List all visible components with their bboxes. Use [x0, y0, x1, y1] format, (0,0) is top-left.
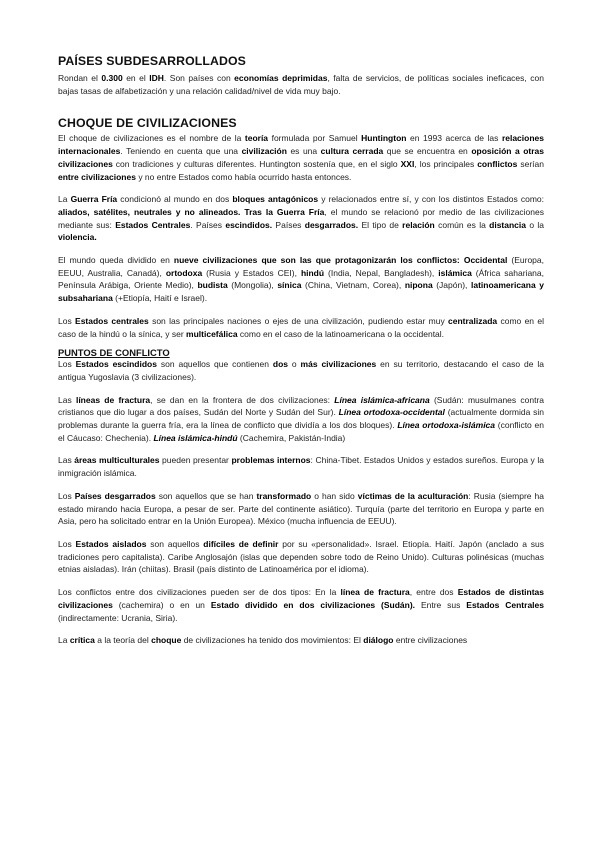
emphasis-text: conflictos — [477, 158, 518, 169]
emphasis-text: bloques antagónicos — [232, 194, 319, 205]
text-run: (África sahariana, Península Arábiga, Oriente Medio), — [58, 267, 545, 291]
emphasis-text: Estados de distintas civilizaciones — [58, 587, 544, 610]
text-run: (Cachemira, Pakistán-India) — [237, 432, 346, 443]
emphasis-text: distancia — [489, 219, 527, 230]
text-run: y no entre Estados como había ocurrido hasta entonces. — [135, 171, 352, 182]
emphasis-text: centralizada — [448, 315, 498, 326]
section-paises-subdesarrollados — [58, 54, 544, 97]
emphasis-text: entre civilizaciones — [58, 171, 136, 182]
text-run: de civilizaciones ha tenido dos movimientos: El — [181, 635, 364, 646]
text-run: (Japón), — [432, 280, 471, 291]
emphasis-text: violencia. — [58, 232, 97, 243]
paragraph — [58, 315, 544, 340]
text-run: (cachemira) o en un — [112, 599, 211, 610]
emphasis-text: Estado dividido en dos civilizaciones (Sudán). — [210, 599, 416, 610]
paragraph — [58, 72, 544, 97]
emphasis-text: Estados escindidos — [75, 359, 157, 370]
emphasis-text: línea de fractura — [340, 587, 410, 598]
text-run: El tipo de — [358, 219, 403, 230]
emphasis-text: difíciles de definir — [203, 538, 279, 549]
emphasis-text: 0.300 — [101, 73, 123, 83]
emphasis-text: Estados aislados — [75, 538, 147, 549]
emphasis-text: líneas de fractura — [75, 394, 151, 405]
emphasis-text: más civilizaciones — [300, 359, 377, 370]
section-choque-civilizaciones — [58, 116, 544, 340]
text-run: . Teniendo en cuenta que una — [120, 146, 242, 157]
text-run: (conflicto en el Cáucaso: Chechenia). — [58, 420, 544, 443]
paragraph — [58, 490, 544, 528]
emphasis-text: escindidos. — [225, 219, 273, 230]
emphasis-text: cultura cerrada — [320, 146, 384, 157]
paragraph — [58, 538, 544, 576]
text-run: Las — [58, 455, 75, 466]
emphasis-text: aliados, satélites, neutrales y no alineados. Tras la Guerra Fría — [58, 206, 325, 217]
emphasis-text: Línea ortodoxa-occidental — [338, 407, 445, 418]
text-run: son aquellos que se han — [155, 490, 257, 501]
subsection-heading: PUNTOS DE CONFLICTO — [58, 347, 170, 359]
paragraph — [58, 193, 544, 244]
text-run: (Europa, EEUU, Australia, Canadá), — [58, 255, 544, 278]
document-page — [58, 54, 544, 647]
text-run: o — [288, 359, 301, 370]
text-run: . Son países con — [163, 73, 235, 83]
text-run: Los — [58, 538, 76, 549]
emphasis-text: multicefálica — [186, 328, 238, 339]
emphasis-text: Línea ortodoxa-islámica — [397, 420, 496, 431]
text-run: común es la — [434, 219, 490, 230]
text-run: como en el caso de la latinoamericana o la occidental. — [237, 328, 445, 339]
emphasis-text: economías deprimidas — [234, 73, 328, 83]
text-run: El mundo queda dividido en — [58, 255, 174, 266]
text-run: serían — [517, 158, 544, 169]
emphasis-text: diálogo — [363, 635, 394, 646]
text-run: (China, Vietnam, Corea), — [301, 280, 405, 291]
paragraph — [58, 394, 544, 445]
text-run: : China-Tibet. Estados Unidos y estados sureños. Europa y la inmigración islámica. — [58, 455, 544, 479]
text-run: , los principales — [414, 158, 478, 169]
text-run: (Mongolia), — [227, 280, 278, 291]
emphasis-text: Estados centrales — [75, 315, 149, 326]
text-run: o han sido — [311, 490, 358, 501]
emphasis-text: Guerra Fría — [70, 194, 118, 205]
emphasis-text: relaciones internacionales — [58, 133, 544, 157]
emphasis-text: Estados Centrales — [466, 599, 544, 610]
paragraph — [58, 254, 544, 305]
text-run: . Países — [190, 219, 226, 230]
text-run: por su «personalidad». Israel. Etiopía. Haití. Japón (anclado a sus tradiciones pero capitalista). Caribe Anglosajón (islas que dependen sobre todo de Reino Unido). Culturas polinésicas (muchas etnias aisladas). Irán (chiitas). Brasil (país distinto de Latinoamérica por el idioma). — [58, 538, 544, 575]
text-run: Las — [58, 394, 76, 405]
text-run: Los conflictos entre dos civilizaciones pueden ser de dos tipos: En la — [58, 587, 341, 598]
text-run: El choque de civilizaciones es el nombre de la — [58, 133, 245, 144]
text-run: son aquellos — [146, 538, 204, 549]
section-heading: CHOQUE DE CIVILIZACIONES — [58, 116, 237, 131]
text-run: condicionó al mundo en dos — [117, 194, 233, 205]
paragraph — [58, 634, 544, 647]
paragraph — [58, 358, 544, 383]
section-puntos-conflicto — [58, 347, 544, 647]
text-run: Los — [58, 359, 76, 370]
text-run: , se dan en la frontera de dos civilizaciones: — [150, 394, 335, 405]
emphasis-text: problemas internos — [231, 455, 311, 466]
text-run: a la teoría del — [94, 635, 152, 646]
paragraph — [58, 586, 544, 624]
text-run: y relacionados entre sí, y con los distintos Estados como: — [318, 194, 544, 205]
emphasis-text: relación — [402, 219, 435, 230]
emphasis-text: XXI — [400, 158, 415, 169]
text-run: entre civilizaciones — [393, 635, 468, 646]
section-heading: PAÍSES SUBDESARROLLADOS — [58, 54, 246, 68]
emphasis-text: oposición a otras civilizaciones — [58, 146, 545, 169]
text-run: La — [58, 194, 71, 205]
emphasis-text: áreas multiculturales — [74, 455, 160, 466]
text-run: Entre sus — [415, 599, 467, 610]
text-run: , el mundo se relacionó por medio de las civilizaciones mediante sus: — [58, 206, 544, 230]
text-run: que se encuentra en — [383, 146, 472, 157]
text-run: con tradiciones y culturas diferentes. Huntington sostenía que, en el siglo — [112, 158, 401, 169]
emphasis-text: Línea islámica-hindú — [153, 432, 238, 443]
text-run: pueden presentar — [159, 455, 232, 466]
emphasis-text: Línea islámica-africana — [334, 394, 430, 405]
text-run: (Rusia y Estados CEI), — [202, 267, 301, 278]
text-run: formulada por Samuel — [268, 133, 362, 144]
text-run: en el — [122, 73, 150, 83]
paragraph — [58, 454, 544, 479]
text-run: La — [58, 635, 70, 646]
emphasis-text: nipona — [404, 280, 433, 291]
text-run: o la — [526, 219, 545, 230]
emphasis-text: latinoamericana y subsahariana — [58, 280, 544, 304]
text-run: , entre dos — [409, 587, 458, 598]
text-run: es una — [286, 146, 321, 157]
text-run: Rondan el — [58, 73, 102, 83]
emphasis-text: crítica — [69, 635, 95, 646]
text-run: , falta de servicios, de políticas sociales ineficaces, con bajas tasas de alfabetización y una relación calidad/nivel de vida muy bajo. — [58, 73, 544, 96]
text-run: (actualmente dormida sin problemas durante la guerra fría, era la línea de conflicto que dividía a los dos bloques). — [58, 407, 544, 431]
emphasis-text: ortodoxa — [165, 267, 203, 278]
emphasis-text: Estados Centrales — [115, 219, 191, 230]
text-run: son las principales naciones o ejes de una civilización, pudiendo estar muy — [148, 315, 449, 326]
text-run: Los — [58, 490, 75, 501]
text-run: (Sudán: musulmanes contra cristianos que dio lugar a dos países, Sudán del Norte y Sudán del Sur). — [58, 394, 545, 418]
text-run: : Rusia (siempre ha estado mirando hacia Europa, a pesar de ser. Parte del continente asiático). Turquía (parte del territorio en Europa y parte en Asia, pero ha solicitado entrar en la Unión Europea). México (mucha influencia de EEUU). — [58, 490, 544, 527]
emphasis-text: Países desgarrados — [74, 490, 156, 501]
emphasis-text: hindú — [300, 267, 325, 278]
text-run: Los — [58, 315, 76, 326]
text-run: Países — [272, 219, 305, 230]
emphasis-text: nueve civilizaciones que son las que protagonizarán los conflictos: Occidental — [173, 255, 508, 266]
paragraph — [58, 132, 544, 183]
emphasis-text: civilización — [241, 146, 287, 157]
text-run: (India, Nepal, Bangladesh), — [324, 267, 439, 278]
emphasis-text: teoría — [244, 133, 269, 144]
emphasis-text: dos — [272, 359, 289, 370]
emphasis-text: islámica — [438, 267, 472, 278]
text-run: como en el caso de la hindú o la sínica, y ser — [58, 315, 544, 339]
emphasis-text: Huntington — [361, 133, 407, 144]
emphasis-text: budista — [197, 280, 228, 291]
text-run: (indirectamente: Ucrania, Siria). — [58, 612, 178, 623]
emphasis-text: víctimas de la aculturación — [357, 490, 469, 501]
emphasis-text: IDH — [149, 73, 164, 83]
text-run: (+Etiopía, Haití e Israel). — [112, 293, 208, 304]
text-run: son aquellos que contienen — [156, 359, 273, 370]
text-run: en su territorio, destacando el caso de la antigua Yugoslavia (3 civilizaciones). — [58, 359, 544, 382]
emphasis-text: desgarrados. — [304, 219, 359, 230]
emphasis-text: sínica — [277, 280, 302, 291]
text-run: en 1993 acerca de las — [406, 133, 502, 144]
emphasis-text: choque — [151, 635, 182, 646]
emphasis-text: transformado — [256, 490, 312, 501]
